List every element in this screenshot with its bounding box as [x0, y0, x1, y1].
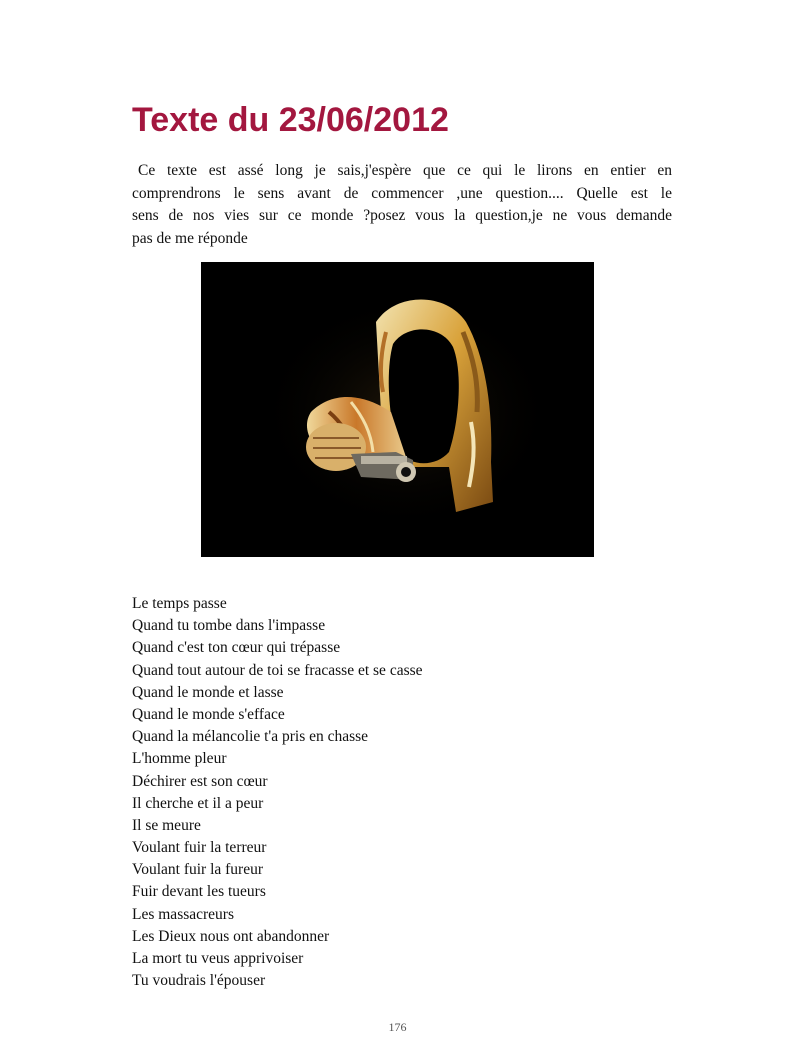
- poem-line: Quand tu tombe dans l'impasse: [132, 617, 326, 635]
- intro-line: comprendrons le sens avant de commencer ,une question.... Quelle est le: [132, 184, 672, 202]
- poem-line: L'homme pleur: [132, 750, 227, 768]
- poem-line: Le temps passe: [132, 595, 227, 612]
- poem-line: Quand c'est ton cœur qui trépasse: [132, 639, 341, 657]
- poem-line: Tu voudrais l'épouser: [132, 972, 266, 990]
- intro-line: Ce texte est assé long je sais,j'espère que ce qui le lirons en entier en: [138, 162, 672, 179]
- poem-line: Quand le monde s'efface: [132, 705, 285, 723]
- intro-paragraph: [132, 160, 672, 250]
- hooded-figure-illustration: [201, 262, 594, 557]
- poem-line: Quand le monde et lasse: [132, 683, 284, 701]
- intro-line: sens de nos vies sur ce monde ?posez vous la question,je ne vous demande: [132, 207, 672, 224]
- poem-line: Quand tout autour de toi se fracasse et se casse: [132, 661, 423, 679]
- hooded-figure-image: [201, 262, 594, 557]
- poem-line: Voulant fuir la terreur: [132, 839, 267, 857]
- intro-line: pas de me réponde: [132, 229, 248, 247]
- page-title: Texte du 23/06/2012: [132, 101, 449, 139]
- poem-line: Déchirer est son cœur: [132, 772, 268, 790]
- poem-line: Quand la mélancolie t'a pris en chasse: [132, 728, 369, 746]
- poem-line: Il cherche et il a peur: [132, 794, 264, 812]
- poem-line: Les Dieux nous ont abandonner: [132, 927, 330, 945]
- poem-lines: [132, 593, 423, 992]
- poem-line: Fuir devant les tueurs: [132, 883, 266, 901]
- poem-line: La mort tu veus apprivoiser: [132, 950, 304, 967]
- page-number: 176: [388, 1020, 407, 1034]
- poem-line: Les massacreurs: [132, 905, 234, 923]
- poem-line: Il se meure: [132, 816, 201, 834]
- poem-line: Voulant fuir la fureur: [132, 861, 263, 879]
